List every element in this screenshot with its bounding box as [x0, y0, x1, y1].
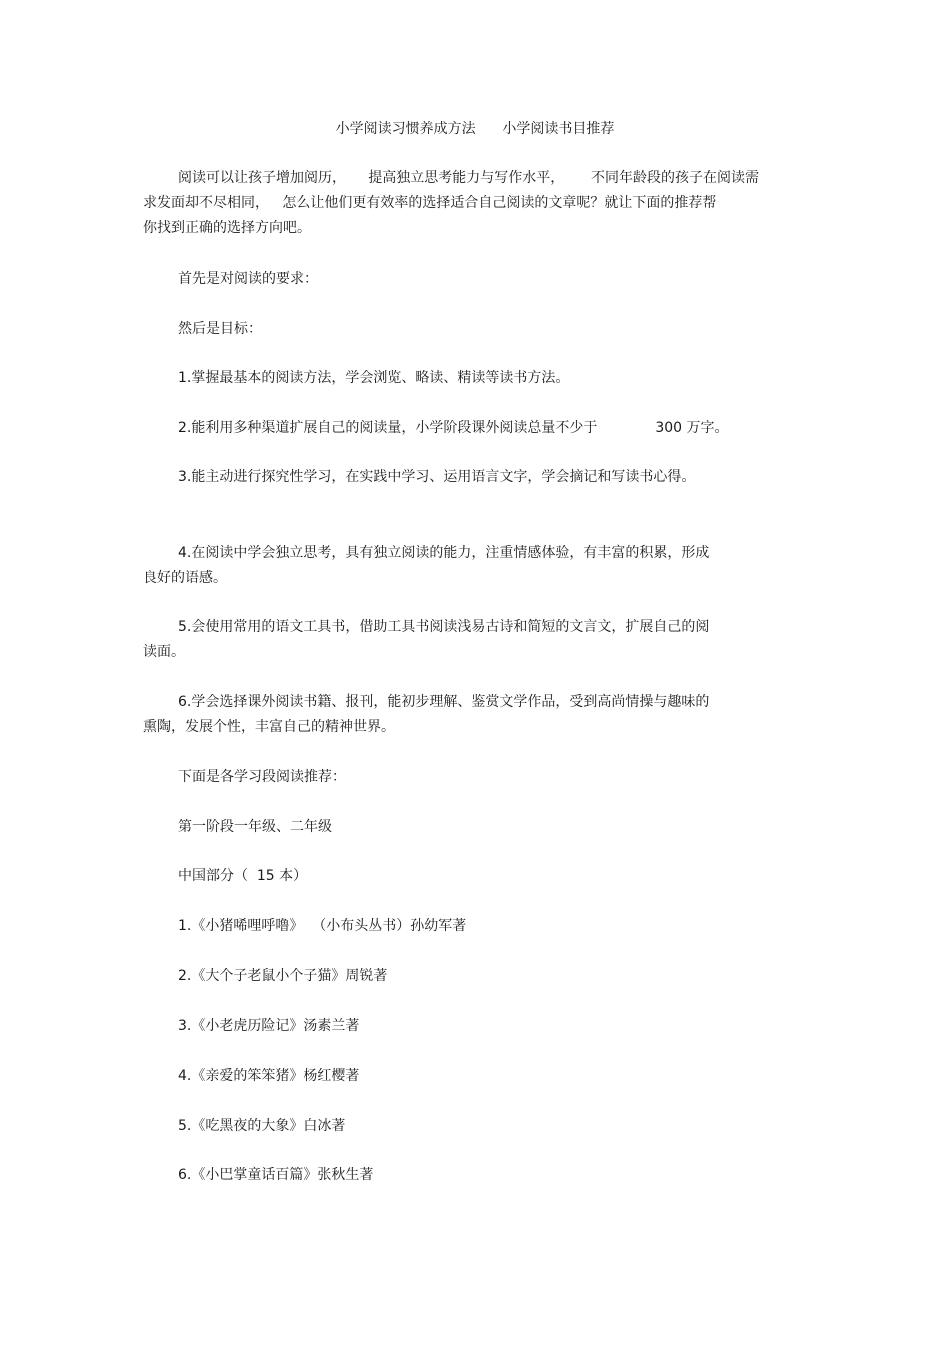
- goals-heading-text: 然后是目标：: [178, 321, 262, 337]
- recommend-heading: [143, 765, 803, 790]
- book-item-4: 4.《亲爱的笨笨猪》杨红樱著: [178, 1068, 360, 1084]
- recommend-heading-text: 下面是各学习段阅读推荐：: [178, 769, 346, 785]
- china-part-heading-text: 中国部分（ 15 本）: [178, 868, 308, 884]
- goal-item-5-line-1: 5.会使用常用的语文工具书，借助工具书阅读浅易古诗和简短的文言文，扩展自己的阅: [178, 619, 710, 635]
- requirements-heading-text: 首先是对阅读的要求：: [178, 271, 318, 287]
- book-item-2: 2.《大个子老鼠小个子猫》周锐著: [178, 968, 388, 984]
- intro-paragraph: [143, 166, 803, 241]
- intro-line-3: 你找到正确的选择方向吧。: [143, 220, 311, 236]
- book-item-6: 6.《小巴掌童话百篇》张秋生著: [178, 1167, 374, 1183]
- goal-item-4-line-2: 良好的语感。: [143, 570, 227, 586]
- goal-item-2-number: 300 万字。: [655, 420, 729, 436]
- intro-line-1: 阅读可以让孩子增加阅历， 提高独立思考能力与写作水平， 不同年龄段的孩子在阅读需: [178, 170, 759, 186]
- goal-item-4-line-1: 4.在阅读中学会独立思考，具有独立阅读的能力，注重情感体验，有丰富的积累，形成: [178, 545, 710, 561]
- goals-heading: [143, 317, 803, 342]
- goal-item-4: [143, 541, 803, 591]
- goal-item-3-text: 3.能主动进行探究性学习，在实践中学习、运用语言文字，学会摘记和写读书心得。: [178, 469, 696, 485]
- goal-item-6-line-1: 6.学会选择课外阅读书籍、报刊，能初步理解、鉴赏文学作品，受到高尚情操与趣味的: [178, 694, 710, 710]
- list-item: [143, 914, 803, 939]
- goal-item-5-line-2: 读面。: [143, 644, 185, 660]
- intro-line-2: 求发面却不尽相同， 怎么让他们更有效率的选择适合自己阅读的文章呢？就让下面的推荐帮: [143, 195, 717, 211]
- stage1-heading-text: 第一阶段一年级、二年级: [178, 819, 332, 835]
- goal-item-2-text: 2.能利用多种渠道扩展自己的阅读量，小学阶段课外阅读总量不少于: [178, 420, 598, 436]
- book-item-1: 1.《小猪唏哩呼噜》 （小布头丛书）孙幼军著: [178, 918, 467, 934]
- book-item-3: 3.《小老虎历险记》汤素兰著: [178, 1018, 360, 1034]
- goal-item-1-text: 1.掌握最基本的阅读方法，学会浏览、略读、精读等读书方法。: [178, 370, 570, 386]
- list-item: [143, 1064, 803, 1089]
- stage1-heading: [143, 815, 803, 840]
- goal-item-6-line-2: 熏陶，发展个性，丰富自己的精神世界。: [143, 719, 395, 735]
- goal-item-2: [143, 416, 803, 441]
- list-item: [143, 964, 803, 989]
- requirements-heading: [143, 267, 803, 292]
- list-item: [143, 1014, 803, 1039]
- goal-item-3: [143, 465, 803, 490]
- list-item: [143, 1114, 803, 1139]
- goal-item-2-line: [143, 416, 803, 441]
- goal-item-5: [143, 615, 803, 665]
- document-title: 小学阅读习惯养成方法 小学阅读书目推荐: [335, 121, 615, 137]
- goal-item-1: [143, 366, 803, 391]
- book-item-5: 5.《吃黑夜的大象》白冰著: [178, 1118, 346, 1134]
- goal-item-6: [143, 690, 803, 740]
- china-part-heading: [143, 864, 803, 889]
- list-item: [143, 1163, 803, 1188]
